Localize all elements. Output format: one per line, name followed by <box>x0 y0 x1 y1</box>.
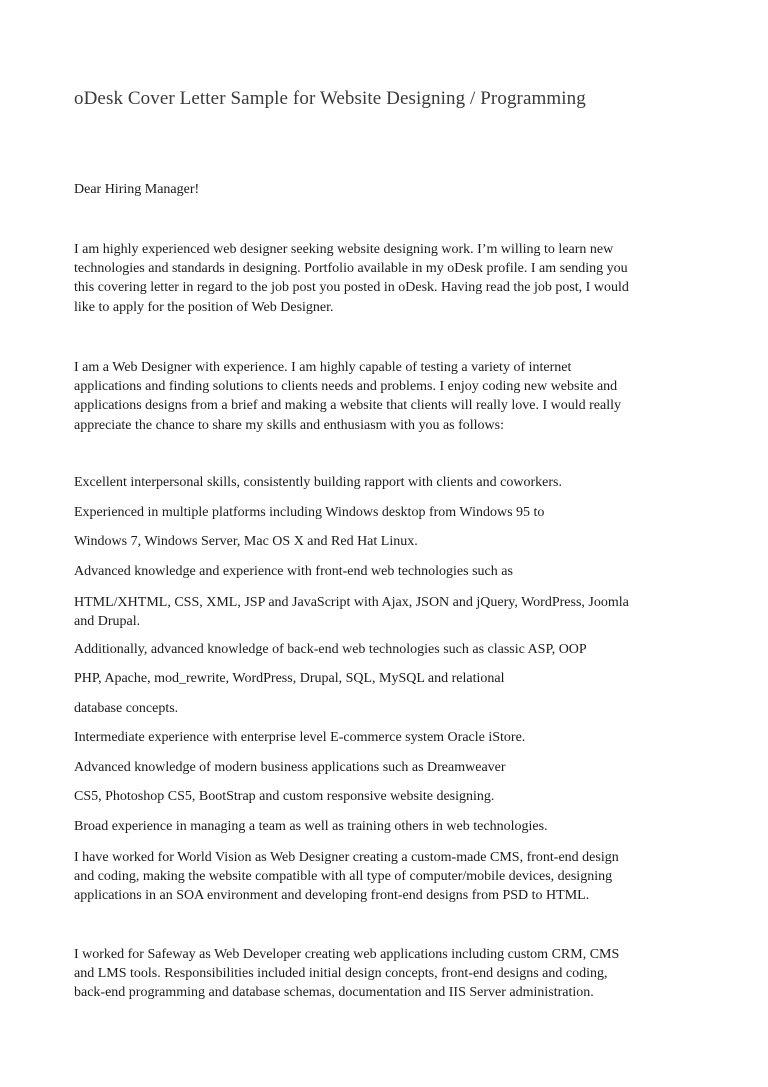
paragraph-line: appreciate the chance to share my skills and enthusiasm with you as follows: <box>74 417 505 433</box>
paragraph-line: I worked for Safeway as Web Developer creating web applications including custom CRM, CMS <box>74 947 620 962</box>
skill-business-apps-cont: CS5, Photoshop CS5, BootStrap and custom responsive website designing. <box>74 789 495 804</box>
paragraph-line: back-end programming and database schemas, documentation and IIS Server administration. <box>74 985 594 1001</box>
skill-ecommerce: Intermediate experience with enterprise level E-commerce system Oracle iStore. <box>74 730 526 745</box>
paragraph-line: applications designs from a brief and making a website that clients will really love. I would really <box>74 398 622 414</box>
work-world-vision <box>74 848 619 906</box>
paragraph-line: I am a Web Designer with experience. I am highly capable of testing a variety of internet <box>74 360 572 375</box>
skill-platforms-cont: Windows 7, Windows Server, Mac OS X and Red Hat Linux. <box>74 534 418 549</box>
paragraph-line: I am highly experienced web designer seeking website designing work. I’m willing to learn new <box>74 242 614 257</box>
paragraph-line: applications and finding solutions to clients needs and problems. I enjoy coding new website and <box>74 379 618 395</box>
skill-team: Broad experience in managing a team as well as training others in web technologies. <box>74 819 548 834</box>
work-safeway <box>74 945 619 1003</box>
paragraph-intro <box>74 240 694 317</box>
salutation: Dear Hiring Manager! <box>74 182 200 197</box>
page-title: oDesk Cover Letter Sample for Website Designing / Programming <box>74 88 586 109</box>
skill-back-end: Additionally, advanced knowledge of back-end web technologies such as classic ASP, OOP <box>74 642 587 657</box>
skill-interpersonal: Excellent interpersonal skills, consistently building rapport with clients and coworkers. <box>74 475 562 490</box>
paragraph-line: HTML/XHTML, CSS, XML, JSP and JavaScript with Ajax, JSON and jQuery, WordPress, Joomla <box>74 595 629 610</box>
paragraph-line: technologies and standards in designing. Portfolio available in my oDesk profile. I am sending you <box>74 261 628 277</box>
skill-back-end-cont2: database concepts. <box>74 701 179 716</box>
skill-front-end-list <box>74 593 629 631</box>
skill-business-apps: Advanced knowledge of modern business applications such as Dreamweaver <box>74 760 506 775</box>
paragraph-line: this covering letter in regard to the job post you posted in oDesk. Having read the job post, I would <box>74 280 629 296</box>
skill-front-end: Advanced knowledge and experience with front-end web technologies such as <box>74 564 513 579</box>
paragraph-line: I have worked for World Vision as Web Designer creating a custom-made CMS, front-end design <box>74 850 619 865</box>
skill-back-end-cont: PHP, Apache, mod_rewrite, WordPress, Drupal, SQL, MySQL and relational <box>74 671 505 686</box>
paragraph-line: and Drupal. <box>74 614 141 630</box>
skill-platforms: Experienced in multiple platforms including Windows desktop from Windows 95 to <box>74 505 545 520</box>
paragraph-line: applications in an SOA environment and developing front-end designs from PSD to HTML. <box>74 888 590 904</box>
paragraph-line: and LMS tools. Responsibilities included initial design concepts, front-end designs and coding, <box>74 966 608 982</box>
paragraph-line: like to apply for the position of Web Designer. <box>74 299 334 315</box>
paragraph-experience <box>74 358 694 435</box>
paragraph-line: and coding, making the website compatible with all type of computer/mobile devices, designing <box>74 869 613 885</box>
